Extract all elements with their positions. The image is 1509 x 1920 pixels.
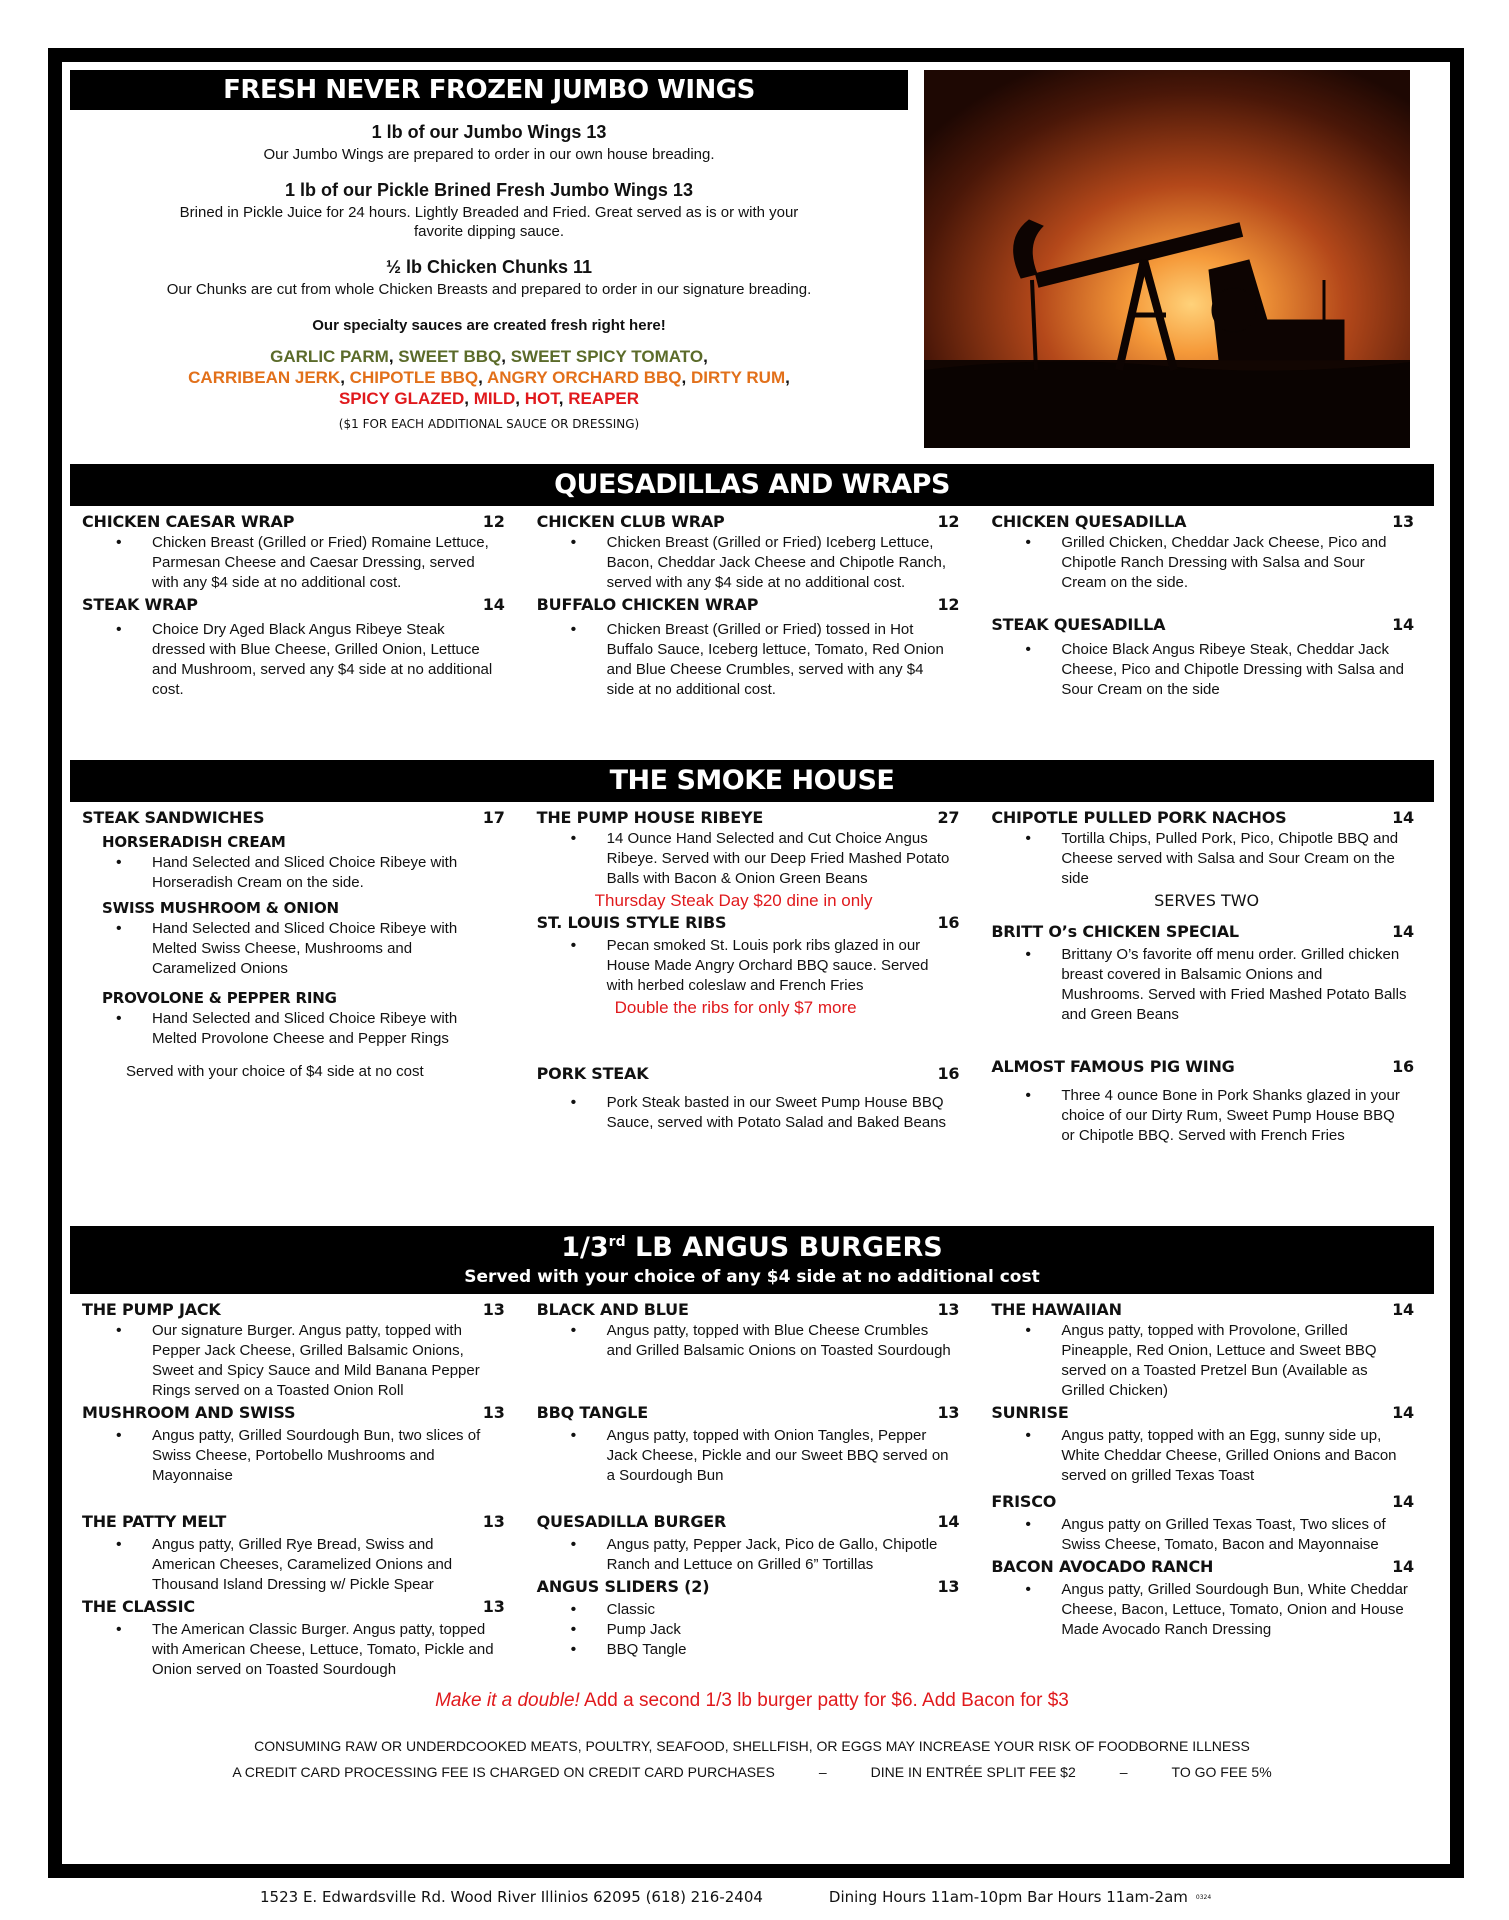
item-desc: • Angus patty, Grilled Rye Bread, Swiss and American Cheeses, Caramelized Onions and Thousand Island Dressing w/ Pickle Spear xyxy=(82,1535,513,1595)
sauce-name: CARRIBEAN JERK xyxy=(188,368,341,387)
sauce-name: CHIPOTLE BBQ xyxy=(349,368,479,387)
item-desc: • Angus patty, topped with Provolone, Grilled Pineapple, Red Onion, Lettuce and Sweet BBQ served on a Toasted Pretzel Bun (Available as Grilled Chicken) xyxy=(991,1321,1422,1401)
menu-item-header xyxy=(991,512,1422,531)
menu-column xyxy=(979,1294,1434,1680)
fee-separator: – xyxy=(1119,1764,1128,1780)
item-desc: • Angus patty, Pepper Jack, Pico de Gallo, Chipotle Ranch and Lettuce on Grilled 6” Tortillas xyxy=(537,1535,968,1575)
item-name: THE CLASSIC xyxy=(82,1597,195,1616)
menu-frame xyxy=(48,48,1464,1878)
item-desc: • The American Classic Burger. Angus patty, topped with American Cheese, Lettuce, Tomato, Pickle and Onion served on Toasted Sourdough xyxy=(82,1620,513,1680)
item-desc: • Hand Selected and Sliced Choice Ribeye with Melted Swiss Cheese, Mushrooms and Caramelized Onions xyxy=(82,919,513,979)
item-desc: • Angus patty on Grilled Texas Toast, Two slices of Swiss Cheese, Tomato, Bacon and Mayonnaise xyxy=(991,1515,1422,1555)
menu-column xyxy=(70,802,525,1146)
item-name: BUFFALO CHICKEN WRAP xyxy=(536,595,759,614)
page-footer xyxy=(260,1888,1211,1906)
item-desc: • Our signature Burger. Angus patty, topped with Pepper Jack Cheese, Grilled Balsamic Onions, Sweet and Spicy Sauce and Mild Banana Pepper Rings served on a Toasted Onion Roll xyxy=(82,1321,513,1401)
menu-item-header xyxy=(82,1300,513,1319)
menu-item-header xyxy=(82,1512,513,1531)
special-note: Thursday Steak Day $20 dine in only xyxy=(594,891,873,910)
item-price: 13 xyxy=(482,1512,505,1531)
item-name: STEAK WRAP xyxy=(82,595,198,614)
item-price: 13 xyxy=(482,1300,505,1319)
sauce-list: GARLIC PARM, SWEET BBQ, SWEET SPICY TOMATO, CARRIBEAN JERK, CHIPOTLE BBQ, ANGRY ORCHARD BBQ, DIRTY RUM, SPICY GLAZED, MILD, HOT, REAPER xyxy=(188,347,790,408)
item-price: 17 xyxy=(482,808,505,827)
item-desc: • Pork Steak basted in our Sweet Pump House BBQ Sauce, served with Potato Salad and Baked Beans xyxy=(537,1093,968,1133)
item-name: BRITT O’s CHICKEN SPECIAL xyxy=(991,922,1239,941)
item-desc: • Three 4 ounce Bone in Pork Shanks glazed in your choice of our Dirty Rum, Sweet Pump House BBQ or Chipotle BBQ. Served with French Fries xyxy=(991,1086,1422,1146)
wings-item-desc: Our Chunks are cut from whole Chicken Breasts and prepared to order in our signature breading. xyxy=(166,281,812,298)
double-patty-note xyxy=(70,1690,1434,1712)
item-name: CHICKEN QUESADILLA xyxy=(991,512,1187,531)
item-desc: • 14 Ounce Hand Selected and Cut Choice Angus Ribeye. Served with our Deep Fried Mashed Potato Balls with Bacon & Onion Green Beans xyxy=(537,829,968,889)
smoke-house-section xyxy=(70,760,1434,1146)
menu-item-header xyxy=(991,1300,1422,1319)
menu-item-header xyxy=(537,1403,968,1422)
sauce-name: SWEET BBQ xyxy=(398,347,502,366)
item-price: 12 xyxy=(937,595,960,614)
menu-column xyxy=(70,1294,525,1680)
item-name: BACON AVOCADO RANCH xyxy=(991,1557,1214,1576)
wings-item-title: 1 lb of our Jumbo Wings 13 xyxy=(371,122,607,142)
menu-item-header xyxy=(991,922,1422,941)
menu-item-header xyxy=(82,595,513,614)
slider-option: • BBQ Tangle xyxy=(537,1640,968,1660)
item-price: 12 xyxy=(482,512,505,531)
double-note-text: Add a second 1/3 lb burger patty for $6. Add Bacon for $3 xyxy=(579,1690,1069,1711)
menu-item-header xyxy=(82,808,513,827)
item-price: 13 xyxy=(937,1577,960,1596)
sauce-name: MILD xyxy=(473,389,516,408)
print-code: 0324 xyxy=(1195,1894,1212,1901)
sub-item-name: SWISS MUSHROOM & ONION xyxy=(102,899,339,917)
item-name: STEAK SANDWICHES xyxy=(82,808,265,827)
credit-card-fee: A CREDIT CARD PROCESSING FEE IS CHARGED ON CREDIT CARD PURCHASES xyxy=(232,1764,775,1780)
to-go-fee: TO GO FEE 5% xyxy=(1171,1764,1272,1780)
sauce-name: ANGRY ORCHARD BBQ xyxy=(486,368,682,387)
menu-column xyxy=(525,802,980,1146)
menu-item-header xyxy=(537,1064,968,1083)
item-name: MUSHROOM AND SWISS xyxy=(82,1403,296,1422)
wings-header: FRESH NEVER FROZEN JUMBO WINGS xyxy=(70,70,908,110)
item-desc: • Pecan smoked St. Louis pork ribs glazed in our House Made Angry Orchard BBQ sauce. Served with herbed coleslaw and French Fries xyxy=(537,936,968,996)
item-price: 14 xyxy=(937,1512,960,1531)
menu-item-header xyxy=(991,808,1422,827)
item-name: CHIPOTLE PULLED PORK NACHOS xyxy=(991,808,1287,827)
item-desc: • Chicken Breast (Grilled or Fried) Romaine Lettuce, Parmesan Cheese and Caesar Dressing, served with any $4 side at no additional cost. xyxy=(82,533,513,593)
item-price: 14 xyxy=(1392,922,1414,941)
serves-note: SERVES TWO xyxy=(1154,891,1260,910)
sauce-name: GARLIC PARM xyxy=(270,347,389,366)
item-price: 13 xyxy=(937,1403,960,1422)
sauce-name: REAPER xyxy=(568,389,640,408)
menu-item-header xyxy=(82,1403,513,1422)
item-name: ANGUS SLIDERS (2) xyxy=(536,1577,710,1596)
item-desc: • Brittany O’s favorite off menu order. Grilled chicken breast covered in Balsamic Onions and Mushrooms. Served with Fried Mashed Potato Balls and Green Beans xyxy=(991,945,1422,1025)
fee-notice xyxy=(70,1764,1434,1780)
item-desc: • Choice Dry Aged Black Angus Ribeye Steak dressed with Blue Cheese, Grilled Onion, Lettuce and Mushroom, served any $4 side at no additional cost. xyxy=(82,620,513,700)
side-note: Served with your choice of $4 side at no cost xyxy=(126,1063,424,1080)
menu-item-header xyxy=(537,808,968,827)
smoke-house-header: THE SMOKE HOUSE xyxy=(70,760,1434,802)
menu-item-header xyxy=(991,615,1422,634)
item-price: 13 xyxy=(482,1403,505,1422)
sauce-intro: Our specialty sauces are created fresh right here! xyxy=(312,317,666,334)
item-price: 13 xyxy=(937,1300,960,1319)
menu-column xyxy=(525,506,980,700)
sub-item-name: PROVOLONE & PEPPER RING xyxy=(102,989,337,1007)
menu-item-header xyxy=(991,1557,1422,1576)
item-name: BBQ TANGLE xyxy=(536,1403,648,1422)
item-desc: • Hand Selected and Sliced Choice Ribeye with Horseradish Cream on the side. xyxy=(82,853,513,893)
menu-item-header xyxy=(82,1597,513,1616)
burgers-section xyxy=(70,1226,1434,1780)
item-price: 16 xyxy=(937,1064,960,1083)
wings-item-desc: Brined in Pickle Juice for 24 hours. Lightly Breaded and Fried. Great served as is or with your favorite dipping sauce. xyxy=(179,204,799,240)
hours: Dining Hours 11am-10pm Bar Hours 11am-2am xyxy=(828,1888,1188,1906)
item-price: 14 xyxy=(1392,1300,1414,1319)
item-price: 27 xyxy=(937,808,960,827)
item-price: 12 xyxy=(937,512,960,531)
wings-item-title: ½ lb Chicken Chunks 11 xyxy=(385,257,593,277)
burgers-header-title: 1/3 xyxy=(561,1232,609,1263)
item-price: 14 xyxy=(1392,1557,1414,1576)
item-price: 14 xyxy=(1392,1492,1414,1511)
item-name: THE PUMP HOUSE RIBEYE xyxy=(536,808,764,827)
item-desc: • Angus patty, Grilled Sourdough Bun, White Cheddar Cheese, Bacon, Lettuce, Tomato, Onion and House Made Avocado Ranch Dressing xyxy=(991,1580,1422,1640)
item-desc: • Angus patty, topped with Onion Tangles, Pepper Jack Cheese, Pickle and our Sweet BBQ served on a Sourdough Bun xyxy=(537,1426,968,1486)
menu-item-header xyxy=(537,1300,968,1319)
menu-item-header xyxy=(537,595,968,614)
quesadillas-header: QUESADILLAS AND WRAPS xyxy=(70,464,1434,506)
slider-option: • Pump Jack xyxy=(537,1620,968,1640)
menu-item-header xyxy=(991,1057,1422,1076)
quesadillas-section xyxy=(70,464,1434,700)
menu-column xyxy=(979,802,1434,1146)
item-desc: • Grilled Chicken, Cheddar Jack Cheese, Pico and Chipotle Ranch Dressing with Salsa and Sour Cream on the side. xyxy=(991,533,1422,593)
item-desc: • Chicken Breast (Grilled or Fried) tossed in Hot Buffalo Sauce, Iceberg lettuce, Tomato, Red Onion and Blue Cheese Crumbles, served with any $4 side at no additional cost. xyxy=(537,620,968,700)
wings-item-title: 1 lb of our Pickle Brined Fresh Jumbo Wings 13 xyxy=(285,180,693,200)
menu-column xyxy=(70,506,525,700)
item-name: THE PUMP JACK xyxy=(82,1300,221,1319)
menu-column xyxy=(525,1294,980,1680)
item-desc: • Chicken Breast (Grilled or Fried) Iceberg Lettuce, Bacon, Cheddar Jack Cheese and Chipotle Ranch, served with any $4 side at no additional cost. xyxy=(537,533,968,593)
sauce-note: ($1 FOR EACH ADDITIONAL SAUCE OR DRESSING) xyxy=(338,417,640,431)
item-name: THE PATTY MELT xyxy=(82,1512,227,1531)
double-note-lead: Make it a double! xyxy=(435,1690,580,1711)
split-fee: DINE IN ENTRÉE SPLIT FEE $2 xyxy=(870,1764,1076,1780)
sauce-name: SPICY GLAZED xyxy=(338,389,465,408)
item-desc: • Tortilla Chips, Pulled Pork, Pico, Chipotle BBQ and Cheese served with Salsa and Sour Cream on the side xyxy=(991,829,1422,889)
fee-separator: – xyxy=(818,1764,827,1780)
wings-item-desc: Our Jumbo Wings are prepared to order in our own house breading. xyxy=(263,146,715,163)
item-name: ALMOST FAMOUS PIG WING xyxy=(991,1057,1235,1076)
item-price: 14 xyxy=(1392,615,1414,634)
burgers-header xyxy=(70,1226,1434,1294)
menu-column xyxy=(979,506,1434,700)
item-name: BLACK AND BLUE xyxy=(536,1300,689,1319)
burgers-subheader: Served with your choice of any $4 side at no additional cost xyxy=(464,1267,1040,1287)
item-name: THE HAWAIIAN xyxy=(991,1300,1122,1319)
wings-section xyxy=(70,70,908,450)
address: 1523 E. Edwardsville Rd. Wood River Illinios 62095 (618) 216-2404 xyxy=(260,1888,763,1906)
item-desc: • Hand Selected and Sliced Choice Ribeye with Melted Provolone Cheese and Pepper Rings xyxy=(82,1009,513,1049)
item-price: 16 xyxy=(937,913,960,932)
item-desc: • Angus patty, topped with an Egg, sunny side up, White Cheddar Cheese, Grilled Onions and Bacon served on grilled Texas Toast xyxy=(991,1426,1422,1486)
item-desc: • Angus patty, topped with Blue Cheese Crumbles and Grilled Balsamic Onions on Toasted Sourdough xyxy=(537,1321,968,1361)
burgers-header-title: LB ANGUS BURGERS xyxy=(625,1232,943,1263)
menu-item-header xyxy=(537,913,968,932)
item-name: ST. LOUIS STYLE RIBS xyxy=(536,913,727,932)
item-name: STEAK QUESADILLA xyxy=(991,615,1166,634)
item-price: 16 xyxy=(1392,1057,1414,1076)
item-price: 13 xyxy=(482,1597,505,1616)
item-name: PORK STEAK xyxy=(536,1064,649,1083)
item-price: 14 xyxy=(1392,808,1414,827)
burgers-header-sup: rd xyxy=(608,1234,626,1250)
item-desc: • Choice Black Angus Ribeye Steak, Cheddar Jack Cheese, Pico and Chipotle Dressing with Salsa and Sour Cream on the side xyxy=(991,640,1422,700)
item-name: CHICKEN CAESAR WRAP xyxy=(82,512,295,531)
food-safety-disclaimer: CONSUMING RAW OR UNDERDCOOKED MEATS, POULTRY, SEAFOOD, SHELLFISH, OR EGGS MAY INCREASE YOUR RISK OF FOODBORNE ILLNESS xyxy=(254,1738,1250,1754)
menu-item-header xyxy=(537,1577,968,1596)
item-price: 13 xyxy=(1392,512,1414,531)
special-note: Double the ribs for only $7 more xyxy=(614,998,857,1017)
menu-item-header xyxy=(537,512,968,531)
menu-item-header xyxy=(82,512,513,531)
menu-item-header xyxy=(991,1492,1422,1511)
item-name: CHICKEN CLUB WRAP xyxy=(536,512,725,531)
slider-option: • Classic xyxy=(537,1600,968,1620)
menu-item-header xyxy=(991,1403,1422,1422)
oil-pump-photo xyxy=(924,70,1410,448)
item-name: QUESADILLA BURGER xyxy=(536,1512,727,1531)
item-name: SUNRISE xyxy=(991,1403,1069,1422)
sauce-name: HOT xyxy=(524,389,559,408)
item-name: FRISCO xyxy=(991,1492,1057,1511)
sauce-name: DIRTY RUM xyxy=(690,368,786,387)
sauce-name: SWEET SPICY TOMATO xyxy=(510,347,704,366)
sub-item-name: HORSERADISH CREAM xyxy=(102,833,286,851)
menu-item-header xyxy=(537,1512,968,1531)
item-price: 14 xyxy=(1392,1403,1414,1422)
item-price: 14 xyxy=(482,595,505,614)
item-desc: • Angus patty, Grilled Sourdough Bun, two slices of Swiss Cheese, Portobello Mushrooms and Mayonnaise xyxy=(82,1426,513,1486)
